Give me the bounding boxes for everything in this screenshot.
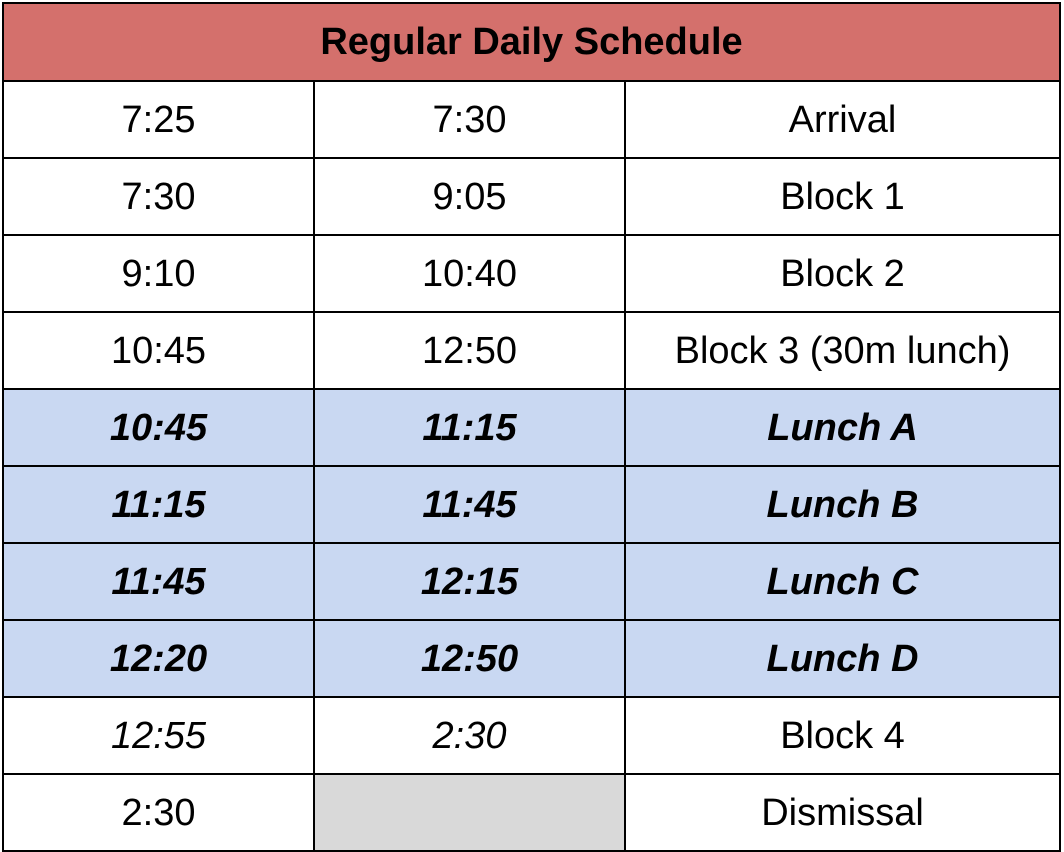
schedule-row — [3, 620, 1060, 697]
schedule-row — [3, 158, 1060, 235]
end-time-cell: 12:15 — [314, 543, 625, 620]
end-time-cell: 11:15 — [314, 389, 625, 466]
start-time-cell: 2:30 — [3, 774, 314, 851]
schedule-table — [2, 2, 1061, 852]
event-cell: Block 3 (30m lunch) — [625, 312, 1060, 389]
schedule-body — [3, 81, 1060, 851]
schedule-row — [3, 543, 1060, 620]
event-cell: Dismissal — [625, 774, 1060, 851]
end-time-cell: 7:30 — [314, 81, 625, 158]
schedule-row — [3, 774, 1060, 851]
end-time-cell: 12:50 — [314, 312, 625, 389]
event-cell: Lunch A — [625, 389, 1060, 466]
start-time-cell: 11:15 — [3, 466, 314, 543]
event-cell: Block 2 — [625, 235, 1060, 312]
schedule-row — [3, 312, 1060, 389]
start-time-cell: 10:45 — [3, 312, 314, 389]
start-time-cell: 10:45 — [3, 389, 314, 466]
start-time-cell: 7:30 — [3, 158, 314, 235]
event-cell: Block 1 — [625, 158, 1060, 235]
start-time-cell: 12:20 — [3, 620, 314, 697]
end-time-cell: 10:40 — [314, 235, 625, 312]
end-time-cell — [314, 774, 625, 851]
end-time-cell: 2:30 — [314, 697, 625, 774]
schedule-row — [3, 235, 1060, 312]
end-time-cell: 9:05 — [314, 158, 625, 235]
start-time-cell: 9:10 — [3, 235, 314, 312]
end-time-cell: 11:45 — [314, 466, 625, 543]
schedule-row — [3, 389, 1060, 466]
schedule-row — [3, 81, 1060, 158]
schedule-header-row — [3, 3, 1060, 81]
event-cell: Lunch D — [625, 620, 1060, 697]
event-cell: Block 4 — [625, 697, 1060, 774]
event-cell: Lunch C — [625, 543, 1060, 620]
start-time-cell: 12:55 — [3, 697, 314, 774]
schedule-row — [3, 697, 1060, 774]
end-time-cell: 12:50 — [314, 620, 625, 697]
start-time-cell: 11:45 — [3, 543, 314, 620]
schedule-title: Regular Daily Schedule — [3, 3, 1060, 81]
schedule-row — [3, 466, 1060, 543]
event-cell: Lunch B — [625, 466, 1060, 543]
start-time-cell: 7:25 — [3, 81, 314, 158]
event-cell: Arrival — [625, 81, 1060, 158]
